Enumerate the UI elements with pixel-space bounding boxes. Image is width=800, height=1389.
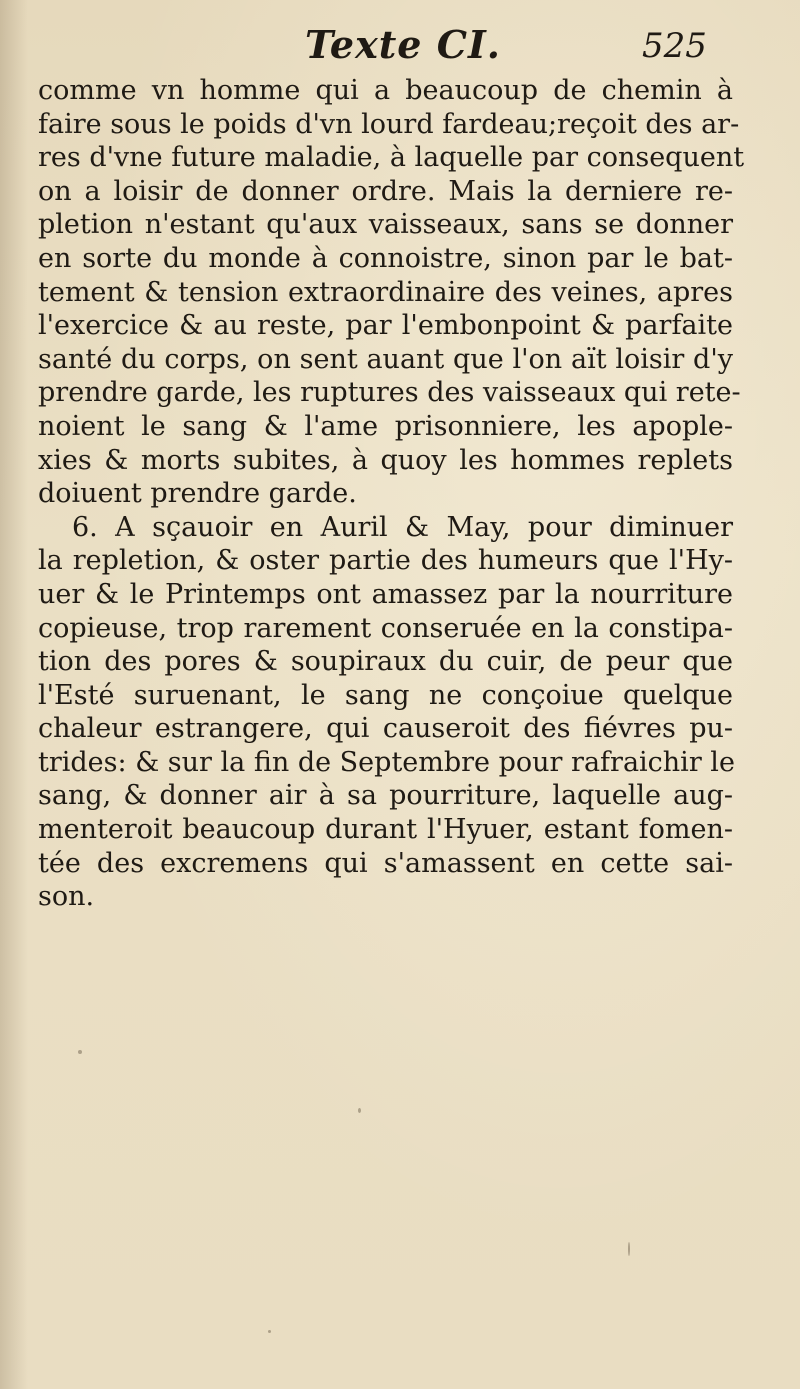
paragraph-start-line: 6. A sçauoir en Auril & May, pour diminuer bbox=[72, 511, 733, 543]
text-line: l'exercice & au reste, par l'embonpoint & parfaite bbox=[38, 310, 733, 342]
text-line: menteroit beaucoup durant l'Hyuer, estant fomen- bbox=[38, 814, 733, 846]
paper-speck bbox=[628, 1242, 630, 1256]
text-line: prendre garde, les ruptures des vaisseaux qui rete- bbox=[38, 377, 741, 409]
text-line: copieuse, trop rarement conseruée en la constipa- bbox=[38, 612, 733, 644]
text-line: santé du corps, on sent auant que l'on aït loisir d'y bbox=[38, 343, 733, 375]
text-line: la repletion, & oster partie des humeurs que l'Hy- bbox=[38, 545, 733, 577]
text-line: son. bbox=[38, 881, 95, 913]
text-line: tée des excremens qui s'amassent en cette sai- bbox=[38, 847, 733, 879]
text-line: chaleur estrangere, qui causeroit des fiévres pu- bbox=[38, 713, 733, 745]
text-line: en sorte du monde à connoistre, sinon par le bat- bbox=[38, 242, 733, 274]
text-line: l'Esté suruenant, le sang ne conçoiue quelque bbox=[38, 679, 733, 711]
running-title: Texte CI. bbox=[305, 22, 501, 67]
page-header bbox=[0, 14, 800, 74]
text-line: on a loisir de donner ordre. Mais la derniere re- bbox=[38, 175, 733, 207]
text-line: tion des pores & soupiraux du cuir, de peur que bbox=[38, 646, 733, 678]
text-line: uer & le Printemps ont amassez par la nourriture bbox=[38, 578, 733, 610]
text-line: noient le sang & l'ame prisonniere, les apople- bbox=[38, 410, 733, 442]
paper-speck bbox=[268, 1330, 271, 1333]
page-number: 525 bbox=[642, 26, 707, 66]
text-line: doiuent prendre garde. bbox=[38, 478, 357, 510]
text-line: sang, & donner air à sa pourriture, laquelle aug- bbox=[38, 780, 733, 812]
text-line: trides: & sur la fin de Septembre pour rafraichir le bbox=[38, 746, 735, 778]
paper-speck bbox=[78, 1050, 82, 1054]
paper-speck bbox=[358, 1108, 361, 1113]
text-line: pletion n'estant qu'aux vaisseaux, sans se donner bbox=[38, 209, 733, 241]
text-line: comme vn homme qui a beaucoup de chemin à bbox=[38, 75, 733, 106]
text-line: xies & morts subites, à quoy les hommes replets bbox=[38, 444, 733, 476]
text-line: tement & tension extraordinaire des veines, apres bbox=[38, 276, 733, 308]
binding-shadow bbox=[0, 0, 28, 1389]
text-line: faire sous le poids d'vn lourd fardeau;reçoit des ar- bbox=[38, 108, 740, 140]
text-line: res d'vne future maladie, à laquelle par consequent bbox=[38, 142, 745, 174]
body-text bbox=[38, 74, 745, 914]
